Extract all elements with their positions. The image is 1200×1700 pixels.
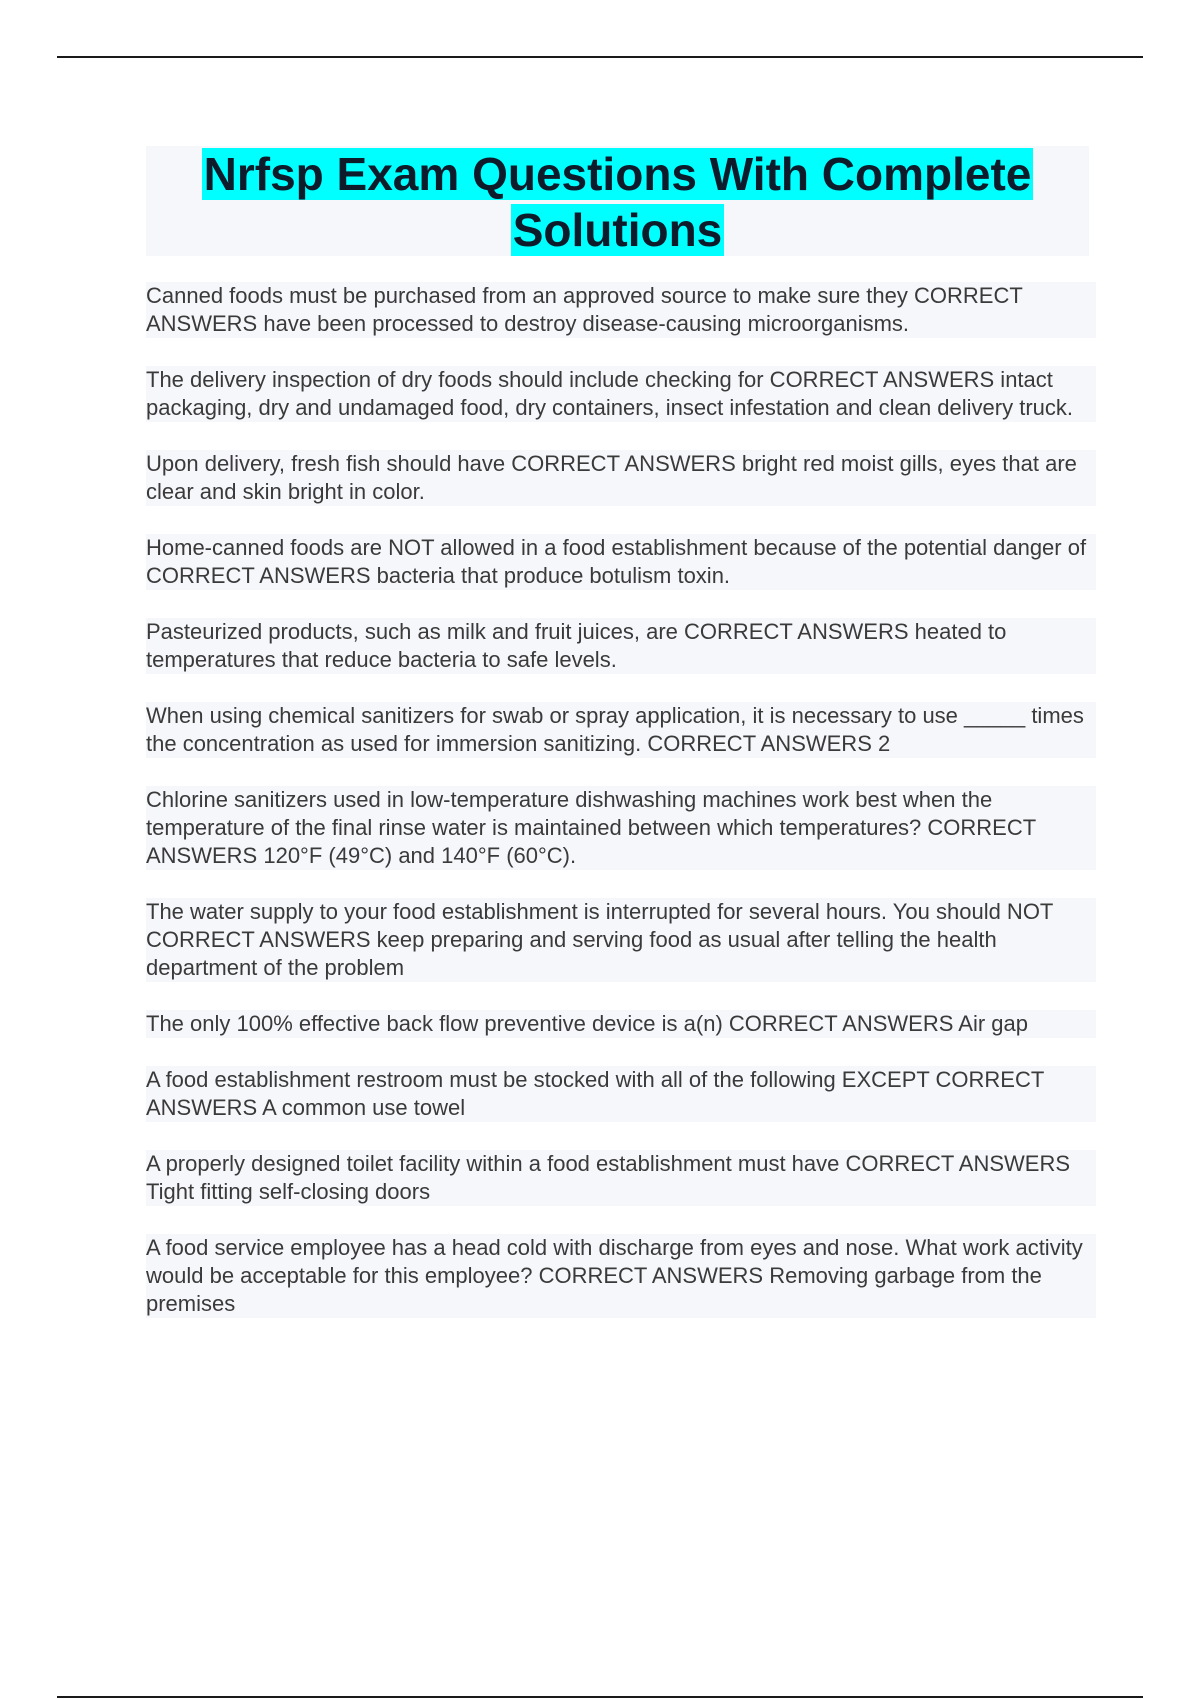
qa-item — [146, 786, 1096, 870]
top-rule — [57, 56, 1143, 58]
page-title-line-2: Solutions — [512, 204, 723, 256]
bottom-rule — [57, 1696, 1143, 1698]
title-block — [146, 146, 1089, 256]
qa-item-text: Chlorine sanitizers used in low-temperature dishwashing machines work best when the temperature of the final rinse water is maintained between which temperatures? CORRECT ANSWERS 120°F (49°C) and 140°F (60°C). — [146, 787, 1037, 868]
qa-item — [146, 1066, 1096, 1122]
qa-item-text: The delivery inspection of dry foods should include checking for CORRECT ANSWERS intact packaging, dry and undamaged food, dry containers, insect infestation and clean delivery truck. — [146, 367, 1073, 420]
page-title — [146, 146, 1089, 258]
qa-item-text: Home-canned foods are NOT allowed in a food establishment because of the potential danger of CORRECT ANSWERS bacteria that produce botulism toxin. — [146, 535, 1087, 588]
qa-item — [146, 702, 1096, 758]
qa-item — [146, 534, 1096, 590]
qa-item-text: When using chemical sanitizers for swab or spray application, it is necessary to use _____ times the concentration as used for immersion sanitizing. CORRECT ANSWERS 2 — [146, 703, 1084, 756]
qa-item-text: The water supply to your food establishment is interrupted for several hours. You should NOT CORRECT ANSWERS keep preparing and serving food as usual after telling the health department of the problem — [146, 899, 1054, 980]
qa-item-text: The only 100% effective back flow preventive device is a(n) CORRECT ANSWERS Air gap — [146, 1011, 1029, 1036]
qa-item — [146, 898, 1096, 982]
qa-item-text: A food service employee has a head cold with discharge from eyes and nose. What work activity would be acceptable for this employee? CORRECT ANSWERS Removing garbage from the premises — [146, 1235, 1083, 1316]
qa-item-text: A properly designed toilet facility within a food establishment must have CORRECT ANSWERS Tight fitting self-closing doors — [146, 1151, 1070, 1204]
qa-item-text: A food establishment restroom must be stocked with all of the following EXCEPT CORRECT ANSWERS A common use towel — [146, 1067, 1045, 1120]
qa-item — [146, 450, 1096, 506]
qa-item-text: Pasteurized products, such as milk and fruit juices, are CORRECT ANSWERS heated to temperatures that reduce bacteria to safe levels. — [146, 619, 1007, 672]
qa-item — [146, 366, 1096, 422]
qa-item — [146, 618, 1096, 674]
qa-item-text: Upon delivery, fresh fish should have CORRECT ANSWERS bright red moist gills, eyes that are clear and skin bright in color. — [146, 451, 1077, 504]
qa-item — [146, 1010, 1096, 1038]
qa-item — [146, 282, 1096, 338]
qa-list — [146, 282, 1096, 1346]
qa-item — [146, 1234, 1096, 1318]
qa-item-text: Canned foods must be purchased from an approved source to make sure they CORRECT ANSWERS have been processed to destroy disease-causing microorganisms. — [146, 283, 1023, 336]
qa-item — [146, 1150, 1096, 1206]
page-title-line-1: Nrfsp Exam Questions With Complete — [203, 148, 1032, 200]
